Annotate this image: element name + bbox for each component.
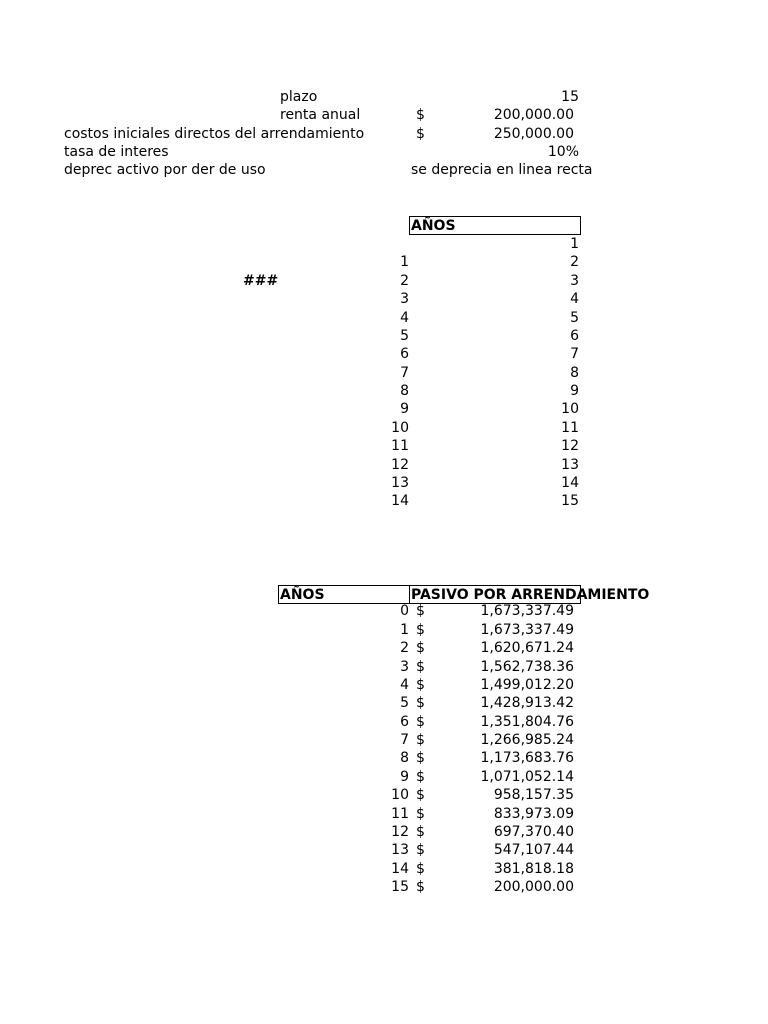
table2-cell-amount: 1,173,683.76 xyxy=(480,750,574,766)
table1-cell-right: 9 xyxy=(570,383,579,399)
table2-cell-year: 4 xyxy=(400,677,409,693)
table1-cell-left: 4 xyxy=(400,310,409,326)
table2-cell-amount: 547,107.44 xyxy=(493,842,574,858)
table2-cell-currency: $ xyxy=(416,769,425,785)
table2-cell-currency: $ xyxy=(416,732,425,748)
table1-cell-right: 1 xyxy=(570,236,579,252)
table1-cell-right: 15 xyxy=(561,493,579,509)
table2-cell-amount: 381,818.18 xyxy=(493,861,574,877)
table2-header-pasivo: PASIVO POR ARRENDAMIENTO xyxy=(411,587,650,603)
param-label-tasa-de-interes: tasa de interes xyxy=(64,144,169,160)
table2-cell-year: 13 xyxy=(391,842,409,858)
table2-cell-currency: $ xyxy=(416,640,425,656)
table2-cell-currency: $ xyxy=(416,603,425,619)
table2-cell-currency: $ xyxy=(416,842,425,858)
table2-cell-amount: 1,266,985.24 xyxy=(480,732,574,748)
table2-cell-amount: 1,351,804.76 xyxy=(480,714,574,730)
table2-cell-currency: $ xyxy=(416,879,425,895)
table1-cell-left: 2 xyxy=(400,273,409,289)
table1-overflow-marker: ### xyxy=(243,273,279,289)
table1-cell-right: 3 xyxy=(570,273,579,289)
table1-cell-left: 13 xyxy=(391,475,409,491)
table2-cell-currency: $ xyxy=(416,695,425,711)
param-currency-costos-iniciales: $ xyxy=(416,126,425,142)
param-value-tasa-de-interes: 10% xyxy=(547,144,579,160)
table2-cell-amount: 1,620,671.24 xyxy=(480,640,574,656)
table2-cell-currency: $ xyxy=(416,714,425,730)
param-label-plazo: plazo xyxy=(280,89,318,105)
table2-cell-year: 2 xyxy=(400,640,409,656)
table2-header-anos: AÑOS xyxy=(278,585,410,604)
table2-cell-currency: $ xyxy=(416,787,425,803)
table1-cell-right: 13 xyxy=(561,457,579,473)
param-value-renta-anual: 200,000.00 xyxy=(493,107,574,123)
table2-cell-currency: $ xyxy=(416,677,425,693)
table2-cell-year: 12 xyxy=(391,824,409,840)
param-value-depreciacion: se deprecia en linea recta xyxy=(411,162,593,178)
table1-cell-left: 9 xyxy=(400,401,409,417)
table2-cell-year: 8 xyxy=(400,750,409,766)
table2-cell-amount: 200,000.00 xyxy=(493,879,574,895)
table2-cell-year: 0 xyxy=(400,603,409,619)
table2-cell-amount: 1,562,738.36 xyxy=(480,659,574,675)
param-label-costos-iniciales: costos iniciales directos del arrendamiento xyxy=(64,126,365,142)
table2-cell-year: 5 xyxy=(400,695,409,711)
table2-cell-year: 9 xyxy=(400,769,409,785)
table1-cell-right: 6 xyxy=(570,328,579,344)
table2-cell-year: 1 xyxy=(400,622,409,638)
param-currency-renta-anual: $ xyxy=(416,107,425,123)
table1-cell-right: 12 xyxy=(561,438,579,454)
table1-cell-left: 6 xyxy=(400,346,409,362)
table1-cell-right: 10 xyxy=(561,401,579,417)
table1-cell-left: 5 xyxy=(400,328,409,344)
table2-cell-year: 10 xyxy=(391,787,409,803)
table2-cell-amount: 1,499,012.20 xyxy=(480,677,574,693)
table1-cell-right: 8 xyxy=(570,365,579,381)
table2-cell-currency: $ xyxy=(416,861,425,877)
table1-cell-left: 10 xyxy=(391,420,409,436)
table1-cell-left: 7 xyxy=(400,365,409,381)
table1-cell-left xyxy=(340,235,409,253)
table2-cell-year: 3 xyxy=(400,659,409,675)
table2-cell-currency: $ xyxy=(416,824,425,840)
table2-cell-currency: $ xyxy=(416,806,425,822)
param-label-depreciacion: deprec activo por der de uso xyxy=(64,162,266,178)
table2-cell-year: 15 xyxy=(391,879,409,895)
table1-cell-right: 5 xyxy=(570,310,579,326)
table2-cell-currency: $ xyxy=(416,750,425,766)
table1-cell-left: 14 xyxy=(391,493,409,509)
table1-cell-right: 14 xyxy=(561,475,579,491)
table2-cell-year: 14 xyxy=(391,861,409,877)
table1-header-anos: AÑOS xyxy=(409,216,581,235)
table2-cell-amount: 697,370.40 xyxy=(493,824,574,840)
param-value-costos-iniciales: 250,000.00 xyxy=(493,126,574,142)
table1-cell-right: 7 xyxy=(570,346,579,362)
param-value-plazo: 15 xyxy=(561,89,579,105)
table1-cell-left: 3 xyxy=(400,291,409,307)
table2-cell-year: 11 xyxy=(391,806,409,822)
table2-cell-amount: 1,673,337.49 xyxy=(480,603,574,619)
table2-cell-year: 6 xyxy=(400,714,409,730)
table2-cell-amount: 958,157.35 xyxy=(493,787,574,803)
table1-cell-left: 12 xyxy=(391,457,409,473)
table2-cell-currency: $ xyxy=(416,659,425,675)
table1-cell-right: 11 xyxy=(561,420,579,436)
table2-cell-amount: 833,973.09 xyxy=(493,806,574,822)
table2-cell-amount: 1,673,337.49 xyxy=(480,622,574,638)
table1-cell-right: 4 xyxy=(570,291,579,307)
table2-cell-currency: $ xyxy=(416,622,425,638)
table2-cell-year: 7 xyxy=(400,732,409,748)
table1-cell-right: 2 xyxy=(570,254,579,270)
table2-cell-amount: 1,428,913.42 xyxy=(480,695,574,711)
table2-cell-amount: 1,071,052.14 xyxy=(480,769,574,785)
table1-cell-left: 8 xyxy=(400,383,409,399)
table1-cell-left: 1 xyxy=(400,254,409,270)
param-label-renta-anual: renta anual xyxy=(280,107,361,123)
table1-cell-left: 11 xyxy=(391,438,409,454)
